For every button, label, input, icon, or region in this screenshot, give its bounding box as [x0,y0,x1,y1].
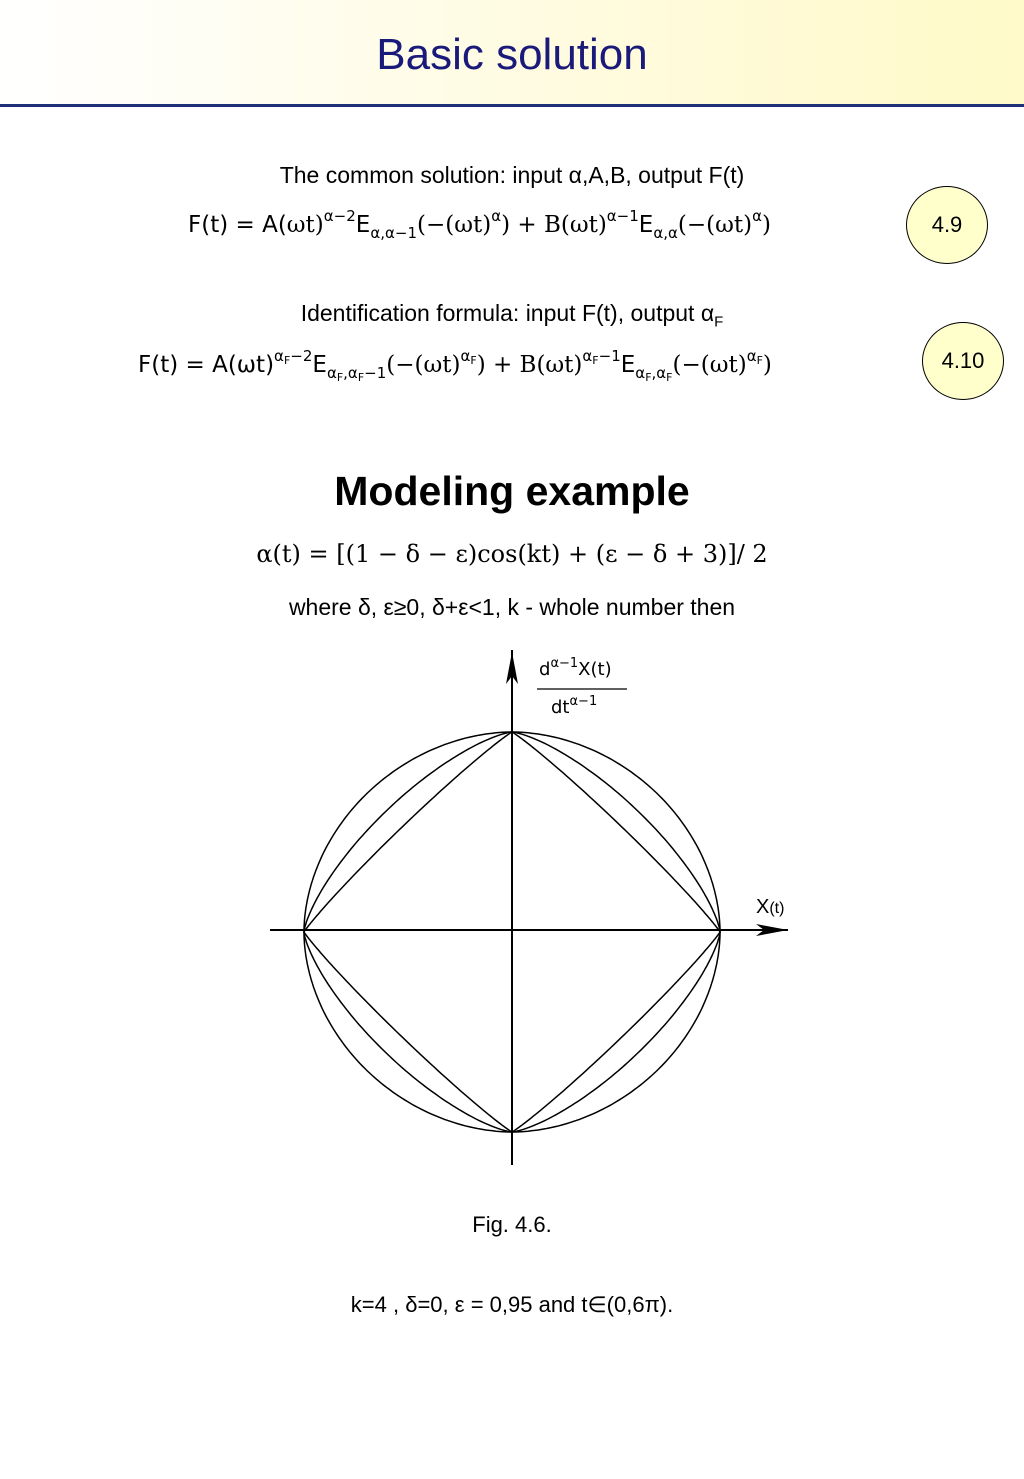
section-heading: Modeling example [334,468,690,514]
identification-caption: Identification formula: input F(t), output $\alpha_F$ [300,300,724,331]
y-axis-label-denominator: $dt^{\alpha-1}$ [551,694,598,718]
common-solution-formula: $F(t) = A(\omega t)^{\alpha-2}E_{\alpha,\alpha-1}(-(\omega t)^\alpha) + B(\omega t)^{\alpha-1}E_{\alpha,\alpha}(-(\omega t)^\alpha)$ [188,207,771,242]
equation-number-badge: 4.9 [906,186,988,264]
y-axis-label-numerator: $d^{\alpha-1}X(t)$ [539,656,612,680]
equation-number-badge: 4.10 [922,322,1004,400]
common-solution-caption: The common solution: input α,A,B, output F(t) [279,162,745,188]
page-title: Basic solution [376,30,648,79]
figure-caption: Fig. 4.6. [472,1212,552,1237]
alpha-formula: α(t) = [(1 − δ − ε)cos(kt) + (ε − δ + 3)]/ 2 [256,540,768,568]
conditions-text: where δ, ε≥0, δ+ε<1, k - whole number then [288,594,736,620]
identification-formula: $F(t) = A(\omega t)^{\alpha_F-2}E_{\alpha_F,\alpha_F-1}(-(\omega t)^{\alpha_F}) + B(\omega t)^{\alpha_F-1}E_{\alpha_F,\alpha_F}(-(\omega t)^{\alpha_F})$ [138,347,772,384]
figure-parameters: k=4 , δ=0, ε = 0,95 and t∈(0,6π). [350,1292,674,1317]
x-axis-label: X(t) [756,896,785,918]
